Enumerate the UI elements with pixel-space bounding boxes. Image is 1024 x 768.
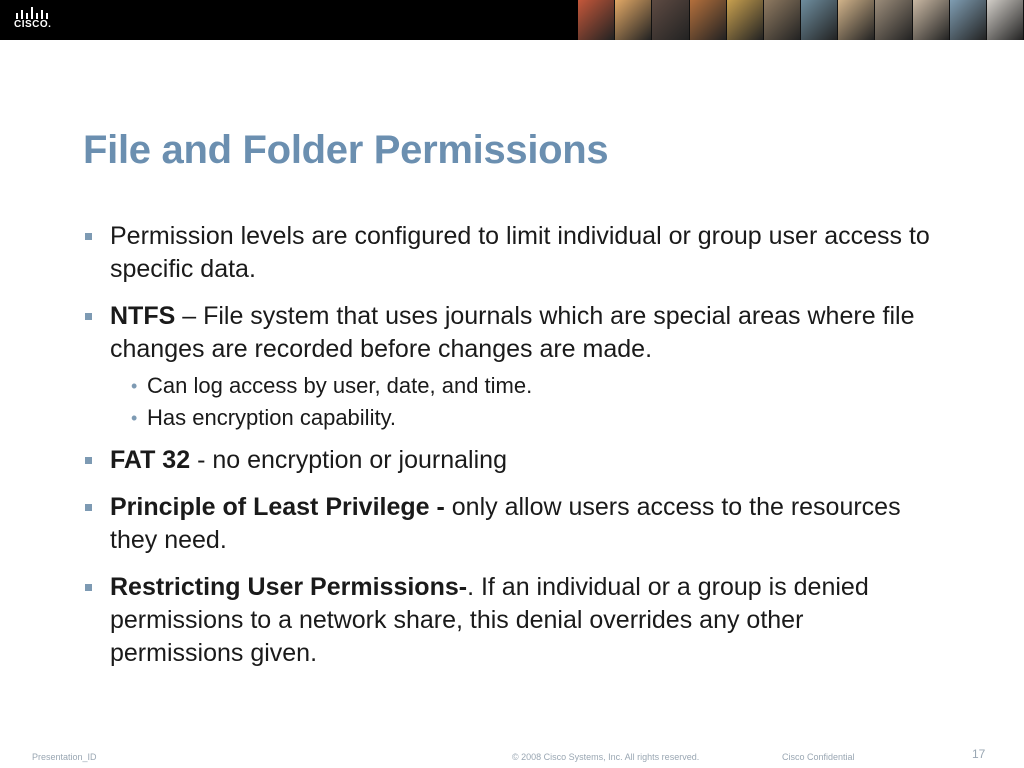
header-photo xyxy=(913,0,950,40)
header-photo xyxy=(615,0,652,40)
sub-bullet-dot: • xyxy=(131,376,138,396)
header-photo xyxy=(838,0,875,40)
bullet-restricting-permissions xyxy=(83,571,943,670)
bullet-text: . If an individual or a group is denied permissions to a network share, this denial overrides any other permissions given. xyxy=(110,573,869,667)
header-photo xyxy=(690,0,727,40)
bullet-marker xyxy=(85,313,92,320)
bullet-marker xyxy=(85,504,92,511)
bullet-marker xyxy=(85,457,92,464)
bullet-bold-label: NTFS xyxy=(110,302,176,330)
bullet-marker xyxy=(85,233,92,240)
sub-bullet-encryption xyxy=(83,404,943,432)
header-photo xyxy=(578,0,615,40)
header-photo xyxy=(950,0,987,40)
slide-body xyxy=(83,220,943,684)
bullet-bold-label: Restricting User Permissions- xyxy=(110,573,468,601)
bullet-text: Permission levels are configured to limit individual or group user access to specific data. xyxy=(110,222,930,283)
bullet-text: only allow users access to the resources they need. xyxy=(110,493,901,554)
header-photo xyxy=(801,0,838,40)
header-photo xyxy=(764,0,801,40)
bullet-permission-levels xyxy=(83,220,943,286)
footer-presentation-id: Presentation_ID xyxy=(32,752,97,762)
sub-bullet-text: Has encryption capability. xyxy=(147,405,397,430)
page-number: 17 xyxy=(972,747,986,761)
bullet-text: - no encryption or journaling xyxy=(190,446,507,474)
bullet-text: – File system that uses journals which are special areas where file changes are recorded before changes are made. xyxy=(110,302,915,363)
bullet-least-privilege xyxy=(83,491,943,557)
footer-copyright: © 2008 Cisco Systems, Inc. All rights reserved. xyxy=(512,752,700,762)
header-photo-strip xyxy=(578,0,1024,40)
header-bar xyxy=(0,0,1024,40)
sub-bullet-log-access xyxy=(83,372,943,400)
header-photo xyxy=(652,0,689,40)
header-photo xyxy=(875,0,912,40)
bullet-ntfs xyxy=(83,300,943,366)
cisco-logo xyxy=(14,7,58,33)
bullet-bold-label: FAT 32 xyxy=(110,446,191,474)
bullet-marker xyxy=(85,584,92,591)
bullet-fat32 xyxy=(83,444,943,477)
ntfs-sub-bullets xyxy=(83,372,943,432)
cisco-bars-icon xyxy=(14,7,58,19)
sub-bullet-dot: • xyxy=(131,408,138,428)
logo-wordmark: CISCO. xyxy=(14,19,52,30)
header-photo xyxy=(987,0,1024,40)
sub-bullet-text: Can log access by user, date, and time. xyxy=(147,373,533,398)
slide-title: File and Folder Permissions xyxy=(83,128,609,172)
header-photo xyxy=(727,0,764,40)
bullet-bold-label: Principle of Least Privilege - xyxy=(110,493,445,521)
footer-confidential: Cisco Confidential xyxy=(782,752,855,762)
